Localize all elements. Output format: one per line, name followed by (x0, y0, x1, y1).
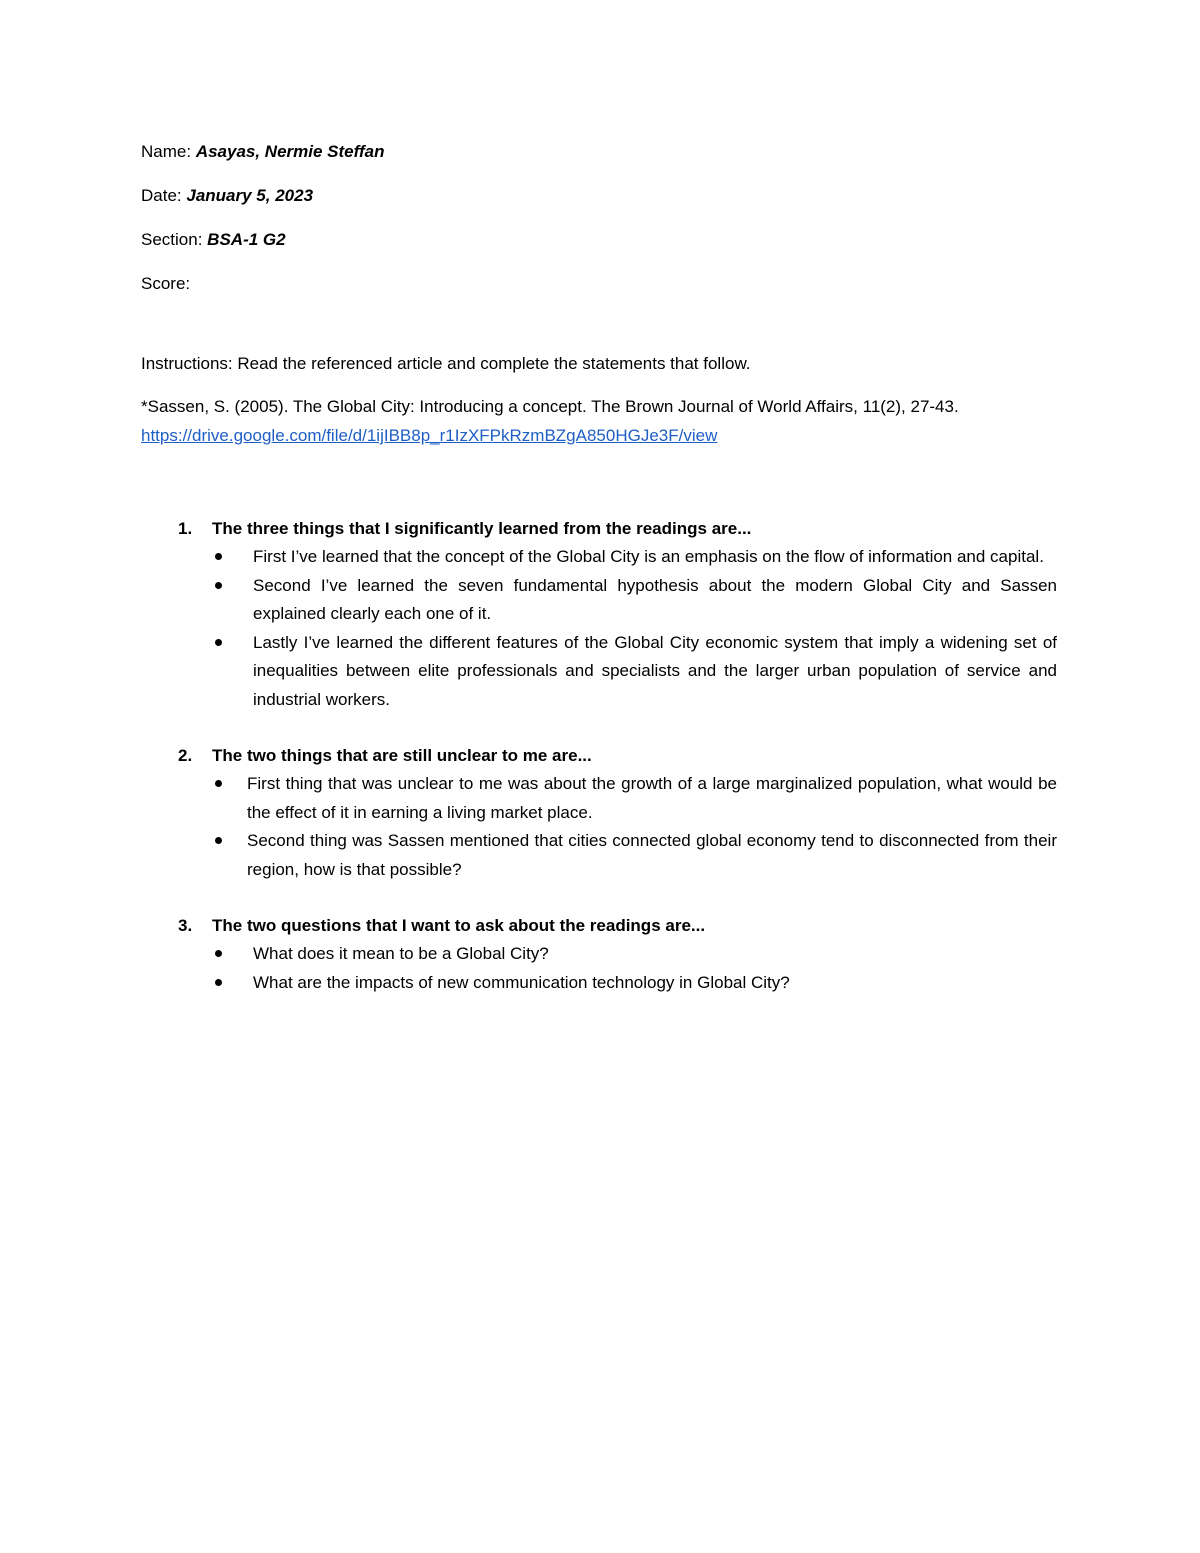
date-field (141, 185, 1057, 207)
score-field (141, 273, 1057, 295)
list-item-text: Second I’ve learned the seven fundamental hypothesis about the modern Global City and Sassen explained clearly each one of it. (253, 575, 1057, 623)
instructions-text: Instructions: Read the referenced article and complete the statements that follow. (141, 354, 751, 373)
list-item (141, 629, 1057, 715)
list-item (141, 572, 1057, 629)
score-label: Score: (141, 274, 191, 293)
question-1 (141, 514, 1057, 714)
questions-list (141, 514, 1057, 997)
list-item (141, 969, 1057, 998)
section-value: BSA-1 G2 (207, 230, 286, 249)
question-heading (141, 514, 1057, 543)
list-item-text: What are the impacts of new communication technology in Global City? (253, 972, 790, 992)
bullet-icon (215, 639, 222, 646)
list-item (141, 940, 1057, 969)
list-item (141, 827, 1057, 884)
question-heading-text: The two things that are still unclear to me are... (212, 746, 592, 765)
bullet-list (141, 770, 1057, 884)
question-heading-text: The two questions that I want to ask about the readings are... (212, 916, 706, 935)
name-label: Name: (141, 142, 192, 161)
question-number: 1. (178, 519, 193, 538)
question-number: 2. (178, 746, 193, 765)
list-item-text: First I’ve learned that the concept of the Global City is an emphasis on the flow of information and capital. (253, 547, 1044, 566)
name-field (141, 141, 1057, 163)
date-value: January 5, 2023 (186, 186, 314, 205)
question-2 (141, 741, 1057, 884)
question-heading (141, 741, 1057, 770)
bullet-list (141, 543, 1057, 714)
citation (141, 392, 1057, 450)
section-label: Section: (141, 230, 203, 249)
section-field (141, 229, 1057, 251)
list-item (141, 543, 1057, 572)
question-heading-text: The three things that I significantly learned from the readings are... (212, 519, 752, 538)
question-3 (141, 911, 1057, 997)
bullet-icon (215, 950, 222, 957)
citation-text: *Sassen, S. (2005). The Global City: Introducing a concept. The Brown Journal of World Affairs, 11(2), 27-43. (141, 397, 959, 416)
name-value: Asayas, Nermie Steffan (195, 142, 385, 161)
bullet-icon (215, 780, 222, 787)
bullet-icon (215, 979, 222, 986)
list-item (141, 770, 1057, 827)
bullet-icon (215, 837, 222, 844)
list-item-text: Second thing was Sassen mentioned that cities connected global economy tend to disconnected from their region, how is that possible? (247, 831, 1057, 879)
bullet-icon (215, 553, 222, 560)
bullet-icon (215, 582, 222, 589)
bullet-list (141, 940, 1057, 997)
document-body (141, 141, 1057, 1024)
citation-link[interactable]: https://drive.google.com/file/d/1ijIBB8p_r1IzXFPkRzmBZgA850HGJe3F/view (141, 426, 718, 445)
list-item-text: What does it mean to be a Global City? (253, 944, 549, 963)
list-item-text: First thing that was unclear to me was about the growth of a large marginalized population, what would be the effect of it in earning a living market place. (247, 774, 1057, 822)
date-label: Date: (141, 186, 182, 205)
list-item-text: Lastly I’ve learned the different features of the Global City economic system that imply a widening set of inequalities between elite professionals and specialists and the larger urban population of service and industrial workers. (253, 632, 1057, 709)
question-number: 3. (178, 916, 193, 935)
question-heading (141, 911, 1057, 940)
